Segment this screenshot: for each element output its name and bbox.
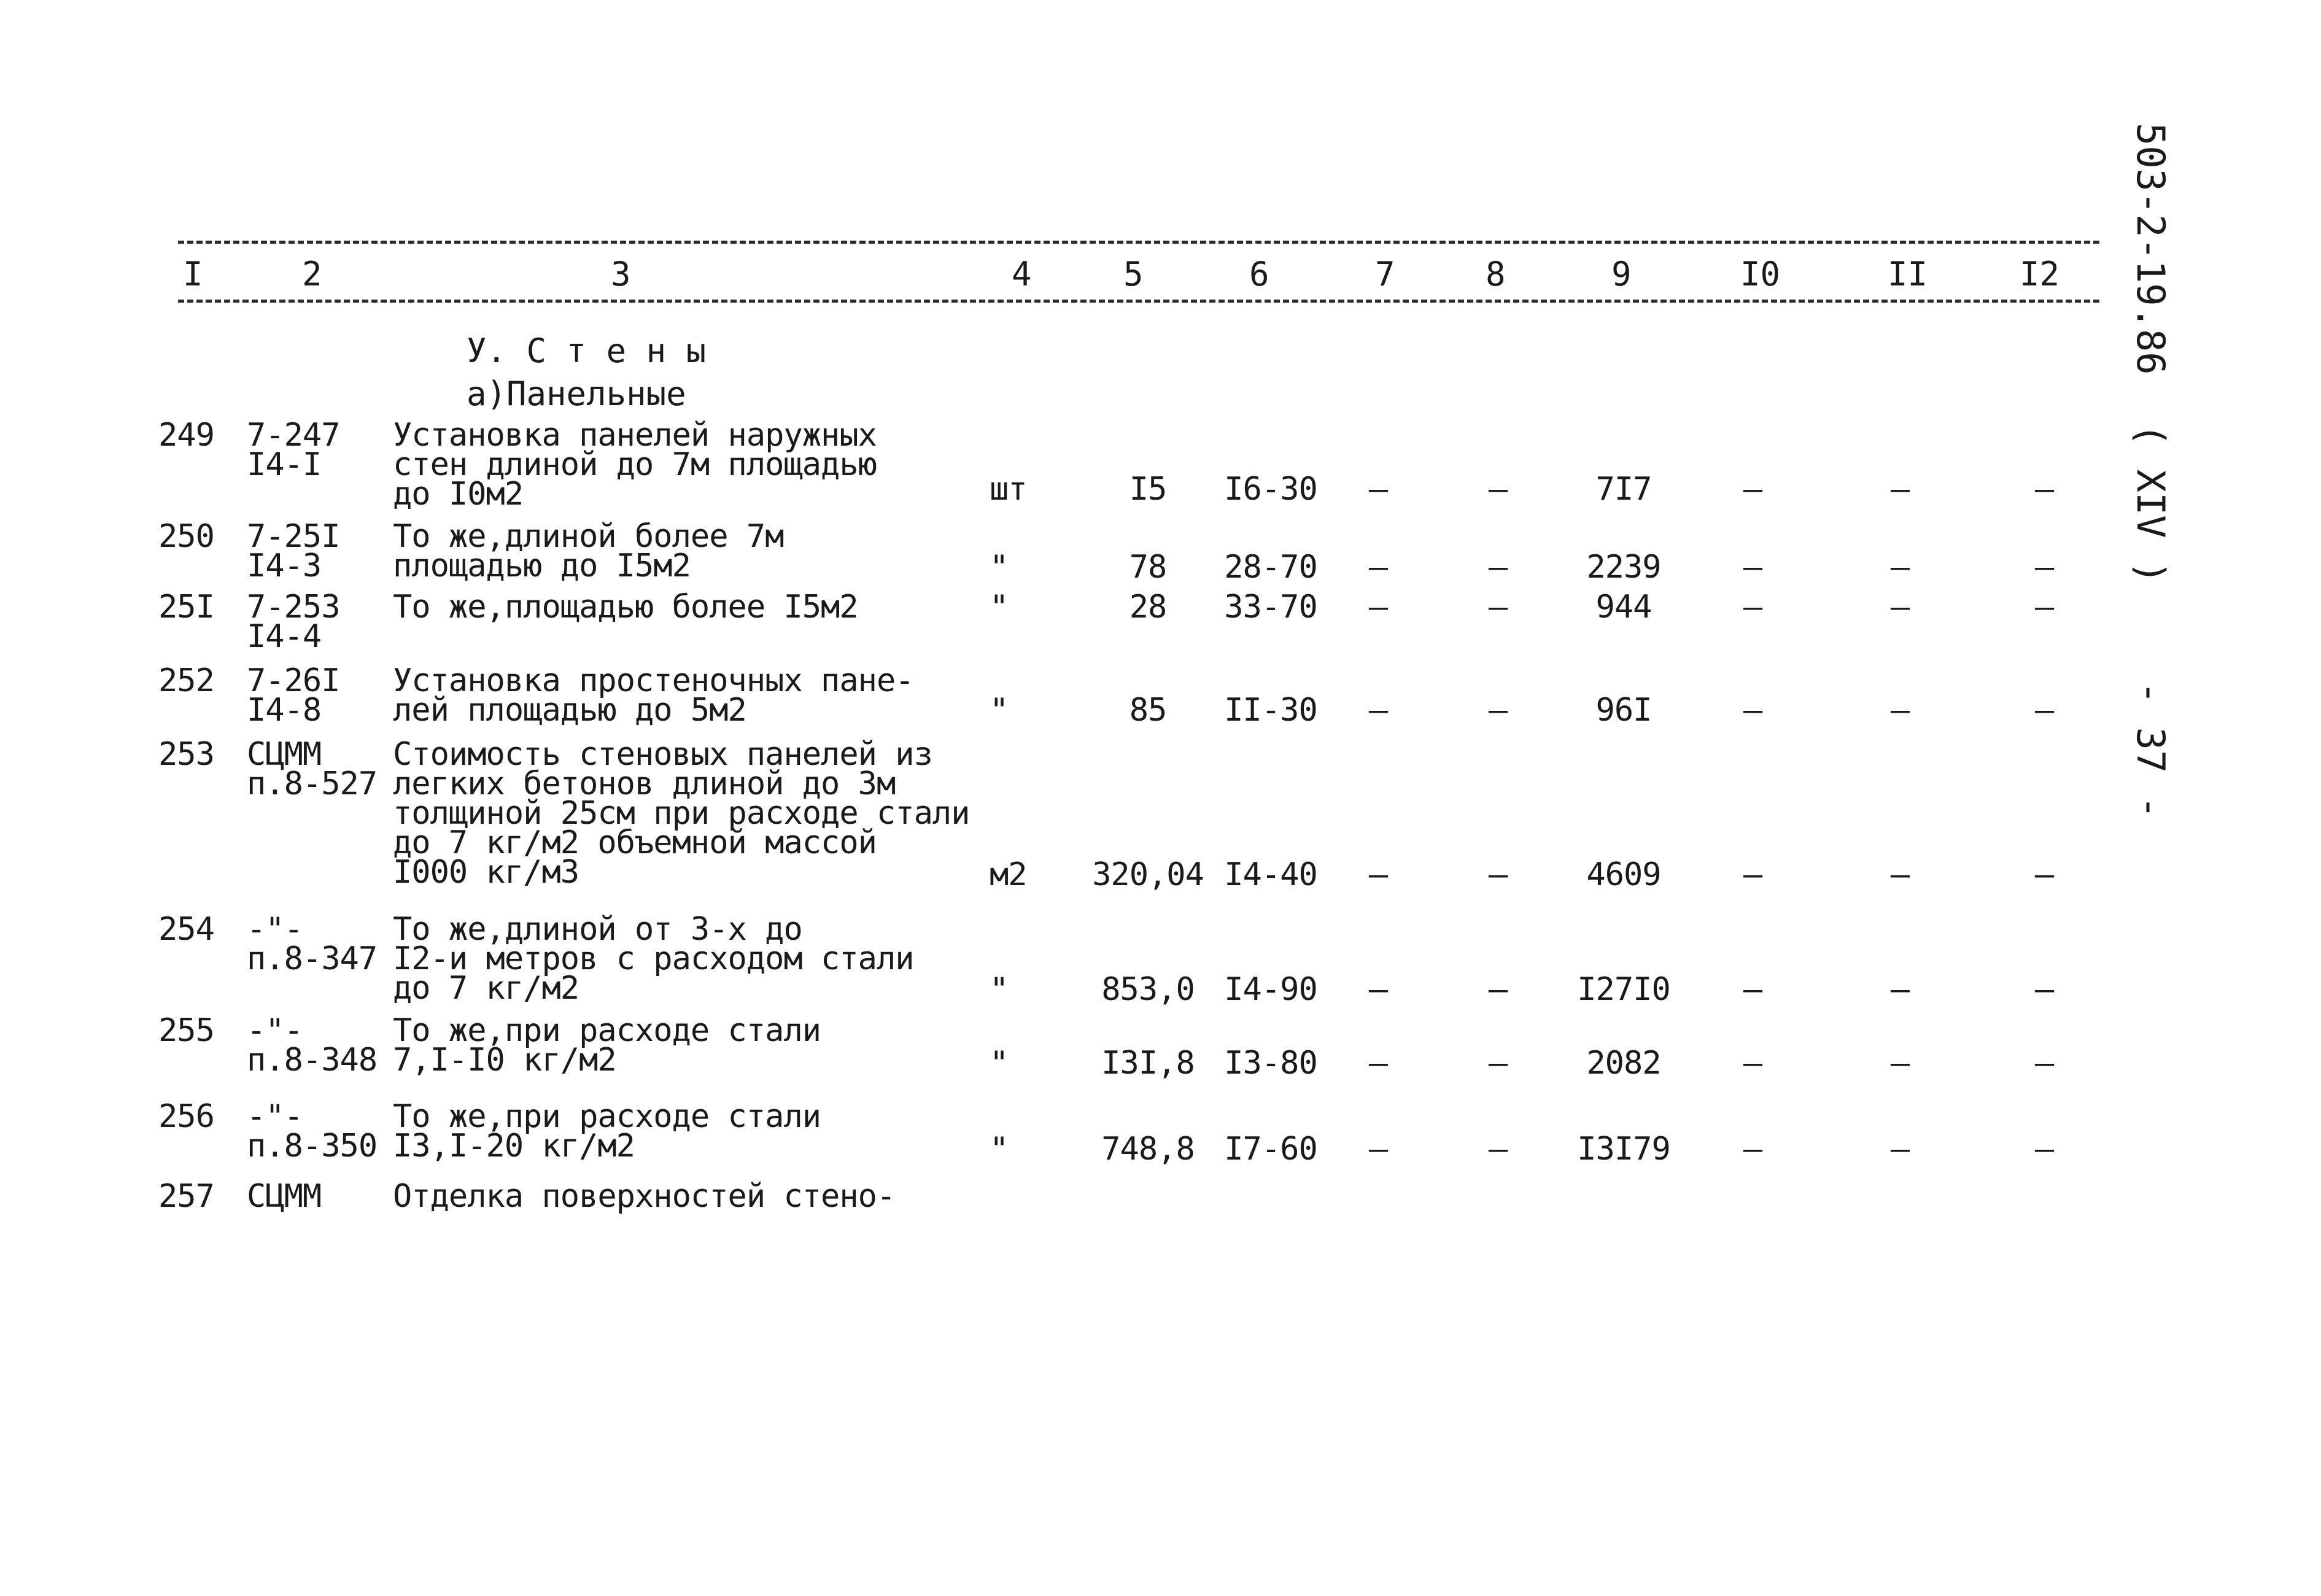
col-8-value: –: [1488, 589, 1508, 626]
norm-reference: -"-: [247, 911, 303, 948]
col-12-value: –: [2034, 971, 2054, 1008]
page-number: - 37 -: [2128, 681, 2173, 819]
unit-of-measure: шт: [990, 471, 1027, 508]
unit-price: I4-40: [1224, 856, 1317, 893]
total-cost: 2082: [1586, 1045, 1661, 1082]
header-col-2: 2: [302, 255, 322, 293]
col-12-value: –: [2034, 1045, 2054, 1082]
row-number: 257: [158, 1178, 214, 1215]
col-10-value: –: [1743, 549, 1762, 586]
col-7-value: –: [1368, 1045, 1388, 1082]
total-cost: I27I0: [1577, 971, 1670, 1008]
work-description-line: до I0м2: [393, 476, 524, 513]
col-8-value: –: [1488, 856, 1508, 893]
row-number: 256: [158, 1098, 214, 1135]
header-col-10: I0: [1740, 255, 1781, 293]
col-10-value: –: [1743, 1045, 1762, 1082]
work-description-line: 7,I-I0 кг/м2: [393, 1042, 616, 1079]
col-11-value: –: [1890, 1045, 1910, 1082]
norm-reference: I4-4: [247, 618, 322, 655]
header-col-4: 4: [1012, 255, 1032, 293]
header-bottom-rule: [178, 300, 2099, 303]
unit-of-measure: ": [990, 971, 1009, 1008]
header-col-11: II: [1888, 255, 1928, 293]
work-description-line: легких бетонов длиной до 3м: [393, 765, 896, 802]
unit-of-measure: ": [990, 589, 1009, 626]
unit-of-measure: ": [990, 1131, 1009, 1168]
col-7-value: –: [1368, 856, 1388, 893]
col-8-value: –: [1488, 1045, 1508, 1082]
row-number: 255: [158, 1012, 214, 1049]
volume-number: ( XIV ): [2128, 424, 2173, 584]
col-8-value: –: [1488, 971, 1508, 1008]
work-description-line: То же,длиной от 3-х до: [393, 911, 802, 948]
norm-reference: п.8-527: [247, 765, 378, 802]
norm-reference: 7-25I: [247, 518, 340, 555]
work-description-line: Отделка поверхностей стено-: [393, 1178, 896, 1215]
work-description-line: I000 кг/м3: [393, 854, 579, 891]
total-cost: 2239: [1586, 549, 1661, 586]
unit-price: I3-80: [1224, 1045, 1317, 1082]
header-col-3: 3: [611, 255, 631, 293]
quantity: 853,0: [1101, 971, 1195, 1008]
total-cost: 7I7: [1595, 471, 1652, 508]
col-10-value: –: [1743, 471, 1762, 508]
work-description-line: То же,площадью более I5м2: [393, 589, 858, 626]
unit-of-measure: ": [990, 1045, 1009, 1082]
quantity: I5: [1129, 471, 1167, 508]
work-description-line: толщиной 25см при расходе стали: [393, 795, 970, 832]
work-description-line: I3,I-20 кг/м2: [393, 1128, 635, 1164]
quantity: 78: [1129, 549, 1167, 586]
quantity: 320,04: [1092, 856, 1204, 893]
col-10-value: –: [1743, 589, 1762, 626]
col-8-value: –: [1488, 549, 1508, 586]
row-number: 25I: [158, 589, 214, 626]
col-12-value: –: [2034, 589, 2054, 626]
col-11-value: –: [1890, 549, 1910, 586]
work-description-line: То же,длиной более 7м: [393, 518, 784, 555]
work-description-line: площадью до I5м2: [393, 548, 691, 584]
norm-reference: п.8-348: [247, 1042, 378, 1079]
col-10-value: –: [1743, 692, 1762, 729]
row-number: 249: [158, 417, 214, 454]
unit-price: I7-60: [1224, 1131, 1317, 1168]
section-title: У. С т е н ы: [467, 331, 707, 370]
unit-price: 28-70: [1224, 549, 1317, 586]
col-11-value: –: [1890, 1131, 1910, 1168]
row-number: 253: [158, 736, 214, 773]
work-description-line: Установка панелей наружных: [393, 417, 877, 454]
row-number: 254: [158, 911, 214, 948]
col-10-value: –: [1743, 971, 1762, 1008]
quantity: I3I,8: [1101, 1045, 1195, 1082]
col-12-value: –: [2034, 692, 2054, 729]
work-description-line: Установка простеночных пане-: [393, 662, 914, 699]
norm-reference: 7-253: [247, 589, 340, 626]
col-12-value: –: [2034, 471, 2054, 508]
norm-reference: п.8-350: [247, 1128, 378, 1164]
work-description-line: до 7 кг/м2 объемной массой: [393, 824, 877, 861]
col-8-value: –: [1488, 692, 1508, 729]
total-cost: 96I: [1595, 692, 1652, 729]
norm-reference: 7-247: [247, 417, 340, 454]
quantity: 28: [1129, 589, 1167, 626]
col-11-value: –: [1890, 692, 1910, 729]
document-code: 503-2-19.86: [2128, 123, 2173, 375]
norm-reference: -"-: [247, 1098, 303, 1135]
col-10-value: –: [1743, 856, 1762, 893]
work-description-line: I2-и метров с расходом стали: [393, 940, 914, 977]
unit-of-measure: м2: [990, 856, 1027, 893]
norm-reference: 7-26I: [247, 662, 340, 699]
quantity: 748,8: [1101, 1131, 1195, 1168]
total-cost: I3I79: [1577, 1131, 1670, 1168]
norm-reference: СЦММ: [247, 1178, 322, 1215]
unit-of-measure: ": [990, 549, 1009, 586]
col-7-value: –: [1368, 692, 1388, 729]
col-11-value: –: [1890, 971, 1910, 1008]
header-col-8: 8: [1486, 255, 1506, 293]
col-7-value: –: [1368, 971, 1388, 1008]
row-number: 250: [158, 518, 214, 555]
norm-reference: СЦММ: [247, 736, 322, 773]
header-col-9: 9: [1611, 255, 1632, 293]
header-col-12: I2: [2020, 255, 2060, 293]
total-cost: 944: [1595, 589, 1652, 626]
norm-reference: -"-: [247, 1012, 303, 1049]
work-description-line: То же,при расходе стали: [393, 1098, 821, 1135]
col-11-value: –: [1890, 471, 1910, 508]
header-top-rule: [178, 241, 2099, 244]
col-11-value: –: [1890, 589, 1910, 626]
col-12-value: –: [2034, 1131, 2054, 1168]
col-8-value: –: [1488, 471, 1508, 508]
norm-reference: п.8-347: [247, 940, 378, 977]
col-7-value: –: [1368, 549, 1388, 586]
work-description-line: лей площадью до 5м2: [393, 692, 746, 729]
col-11-value: –: [1890, 856, 1910, 893]
col-7-value: –: [1368, 1131, 1388, 1168]
work-description-line: стен длиной до 7м площадью: [393, 446, 877, 483]
unit-price: I4-90: [1224, 971, 1317, 1008]
unit-price: II-30: [1224, 692, 1317, 729]
col-12-value: –: [2034, 856, 2054, 893]
section-subtitle: а)Панельные: [467, 374, 686, 413]
header-col-5: 5: [1123, 255, 1144, 293]
row-number: 252: [158, 662, 214, 699]
work-description-line: То же,при расходе стали: [393, 1012, 821, 1049]
header-col-1: I: [183, 255, 203, 293]
quantity: 85: [1129, 692, 1167, 729]
unit-price: 33-70: [1224, 589, 1317, 626]
norm-reference: I4-3: [247, 548, 322, 584]
total-cost: 4609: [1586, 856, 1661, 893]
unit-of-measure: ": [990, 692, 1009, 729]
norm-reference: I4-8: [247, 692, 322, 729]
header-col-6: 6: [1249, 255, 1269, 293]
work-description-line: Стоимость стеновых панелей из: [393, 736, 932, 773]
header-col-7: 7: [1375, 255, 1395, 293]
col-8-value: –: [1488, 1131, 1508, 1168]
col-7-value: –: [1368, 589, 1388, 626]
unit-price: I6-30: [1224, 471, 1317, 508]
work-description-line: до 7 кг/м2: [393, 970, 579, 1007]
col-12-value: –: [2034, 549, 2054, 586]
col-7-value: –: [1368, 471, 1388, 508]
col-10-value: –: [1743, 1131, 1762, 1168]
norm-reference: I4-I: [247, 446, 322, 483]
